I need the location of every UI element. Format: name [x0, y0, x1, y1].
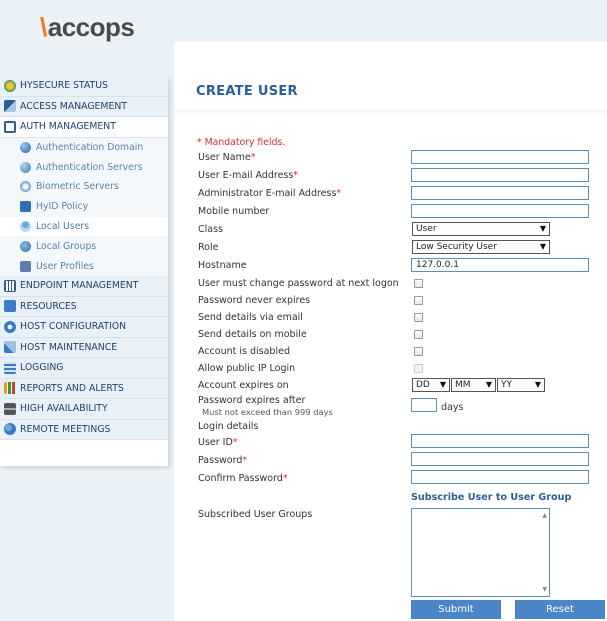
user-email-label: User E-mail Address*	[198, 170, 299, 181]
user-name-label: User Name*	[198, 152, 256, 163]
on-mobile-checkbox[interactable]	[414, 330, 423, 339]
submit-button[interactable]: Submit	[411, 600, 501, 619]
servers-icon	[20, 162, 31, 173]
account-disabled-checkbox[interactable]	[414, 347, 423, 356]
public-ip-checkbox[interactable]	[414, 364, 423, 373]
user-id-input[interactable]	[411, 434, 589, 448]
group-icon	[20, 241, 31, 252]
sidebar-subitem-local-users[interactable]: Local Users	[0, 217, 168, 237]
expiry-month-select[interactable]: MM ▼	[451, 378, 496, 392]
maintenance-icon	[4, 341, 16, 353]
password-label: Password*	[198, 455, 248, 466]
sidebar-subitem-hyid-policy[interactable]: HyID Policy	[0, 197, 168, 217]
scroll-up-icon[interactable]: ▲	[542, 512, 547, 519]
dropdown-arrow-icon: ▼	[439, 380, 446, 389]
login-details-heading: Login details	[198, 421, 259, 432]
mandatory-note: * Mandatory fields.	[197, 137, 286, 148]
sidebar-item-host-maintenance[interactable]: HOST MAINTENANCE	[0, 338, 168, 359]
lock-icon	[4, 121, 16, 133]
resources-icon	[4, 300, 16, 312]
password-input[interactable]	[411, 452, 589, 466]
public-ip-label: Allow public IP Login	[198, 363, 296, 374]
sidebar-subitem-authentication-domain[interactable]: Authentication Domain	[0, 138, 168, 158]
sidebar-item-hysecure-status[interactable]: HYSECURE STATUS	[0, 76, 168, 97]
fingerprint-icon	[20, 181, 31, 192]
class-select[interactable]: User ▼	[412, 222, 550, 236]
sidebar-item-reports-and-alerts[interactable]: REPORTS AND ALERTS	[0, 379, 168, 400]
gear-icon	[4, 321, 16, 333]
reset-button[interactable]: Reset	[515, 600, 605, 619]
dropdown-arrow-icon: ▼	[539, 224, 546, 233]
endpoint-icon	[4, 280, 16, 292]
hyid-icon	[20, 201, 31, 212]
pwd-expires-label: Password expires after	[198, 395, 306, 406]
user-id-label: User ID*	[198, 437, 238, 448]
pwd-expires-days-input[interactable]	[411, 398, 437, 412]
hostname-input[interactable]: 127.0.0.1	[411, 258, 589, 272]
must-change-label: User must change password at next logon	[198, 278, 399, 289]
confirm-password-label: Confirm Password*	[198, 473, 288, 484]
main-panel	[174, 42, 607, 621]
scroll-down-icon[interactable]: ▼	[542, 586, 547, 593]
title-divider	[174, 110, 607, 116]
accops-logo: \accops	[40, 12, 135, 42]
dropdown-arrow-icon: ▼	[539, 242, 546, 251]
sidebar-item-host-configuration[interactable]: HOST CONFIGURATION	[0, 317, 168, 338]
user-icon	[20, 221, 31, 232]
user-name-input[interactable]	[411, 150, 589, 164]
sidebar-subitem-authentication-servers[interactable]: Authentication Servers	[0, 157, 168, 177]
subscribed-groups-list[interactable]	[411, 508, 550, 597]
on-mobile-label: Send details on mobile	[198, 329, 307, 340]
sidebar-item-logging[interactable]: LOGGING	[0, 358, 168, 379]
never-expires-checkbox[interactable]	[414, 296, 423, 305]
subscribe-user-group-link[interactable]: Subscribe User to User Group	[411, 492, 572, 503]
expiry-day-select[interactable]: DD ▼	[412, 378, 450, 392]
subscribed-groups-label: Subscribed User Groups	[198, 509, 313, 520]
dropdown-arrow-icon: ▼	[534, 380, 541, 389]
via-email-checkbox[interactable]	[414, 313, 423, 322]
access-icon	[4, 100, 16, 112]
ha-icon	[4, 403, 16, 415]
sidebar-item-high-availability[interactable]: HIGH AVAILABILITY	[0, 399, 168, 420]
sidebar-subitem-local-groups[interactable]: Local Groups	[0, 236, 168, 256]
account-expires-label: Account expires on	[198, 380, 289, 391]
mobile-label: Mobile number	[198, 206, 270, 217]
globe-icon	[20, 142, 31, 153]
sidebar-subitem-user-profiles[interactable]: User Profiles	[0, 256, 168, 276]
status-icon	[4, 80, 16, 92]
admin-email-input[interactable]	[411, 186, 589, 200]
days-label: days	[441, 402, 464, 413]
profile-icon	[20, 261, 31, 272]
must-change-checkbox[interactable]	[414, 279, 423, 288]
sidebar-item-access-management[interactable]: ACCESS MANAGEMENT	[0, 97, 168, 118]
via-email-label: Send details via email	[198, 312, 303, 323]
chart-icon	[4, 382, 16, 394]
role-label: Role	[198, 242, 219, 253]
expiry-year-select[interactable]: YY ▼	[497, 378, 545, 392]
admin-email-label: Administrator E-mail Address*	[198, 188, 342, 199]
account-disabled-label: Account is disabled	[198, 346, 290, 357]
role-select[interactable]: Low Security User ▼	[412, 240, 550, 254]
confirm-password-input[interactable]	[411, 470, 589, 484]
sidebar-item-auth-management[interactable]: AUTH MANAGEMENT	[0, 117, 168, 138]
dropdown-arrow-icon: ▼	[485, 380, 492, 389]
mobile-input[interactable]	[411, 204, 589, 218]
log-icon	[4, 362, 16, 374]
sidebar-item-remote-meetings[interactable]: REMOTE MEETINGS	[0, 420, 168, 441]
class-label: Class	[198, 224, 223, 235]
user-email-input[interactable]	[411, 168, 589, 182]
pwd-expires-hint: Must not exceed than 999 days	[202, 407, 333, 417]
sidebar-item-endpoint-management[interactable]: ENDPOINT MANAGEMENT	[0, 276, 168, 297]
never-expires-label: Password never expires	[198, 295, 311, 306]
sidebar-subitem-biometric-servers[interactable]: Biometric Servers	[0, 177, 168, 197]
hostname-label: Hostname	[198, 260, 247, 271]
sidebar-item-resources[interactable]: RESOURCES	[0, 297, 168, 318]
sidebar-nav	[0, 76, 168, 466]
page-title: CREATE USER	[196, 84, 298, 99]
meeting-icon	[4, 423, 16, 435]
